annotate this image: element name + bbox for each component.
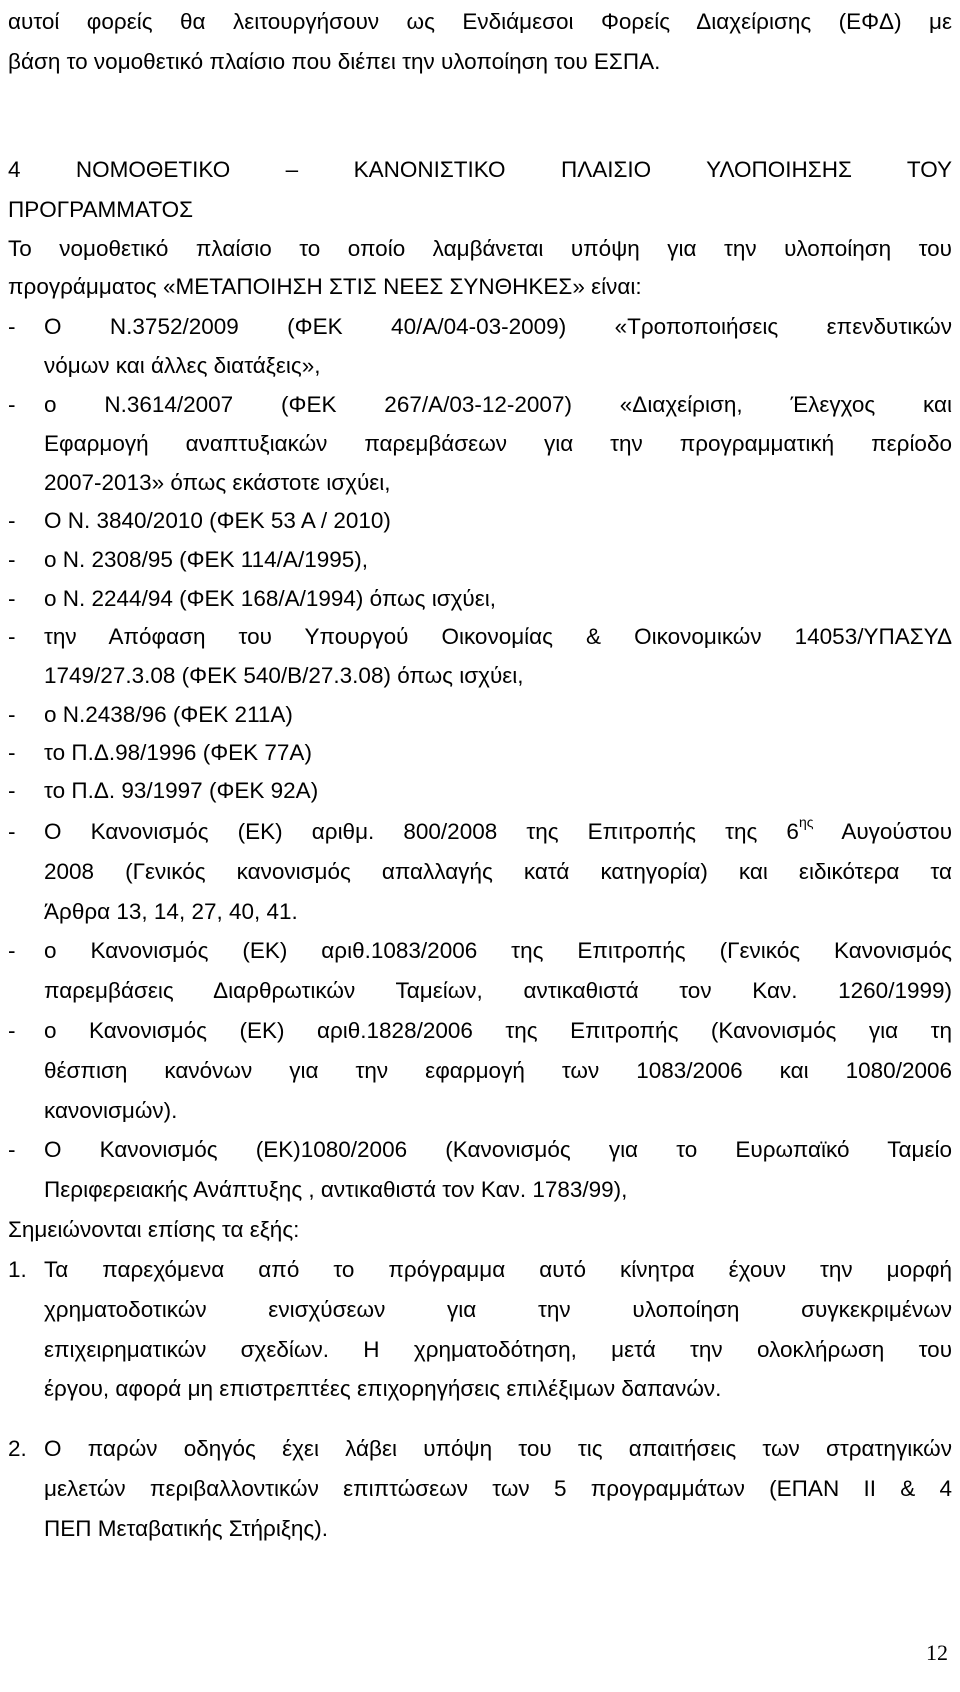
list-dash: - <box>8 624 16 649</box>
lead-paragraph: Το νομοθετικό πλαίσιο το οποίο λαμβάνεται υπόψη για την υλοποίηση του <box>8 236 952 261</box>
list-item: Ο Ν. 3840/2010 (ΦΕΚ 53 Α / 2010) <box>44 508 391 533</box>
list-item <box>44 816 952 848</box>
list-item-cont: νόμων και άλλες διατάξεις», <box>44 353 321 378</box>
list-item-text: Ο Κανονισμός (ΕΚ) αριθμ. 800/2008 της Επιτροπής της 6 <box>44 819 799 844</box>
list-item: ο Ν.3614/2007 (ΦΕΚ 267/Α/03-12-2007) «Διαχείριση, Έλεγχος και <box>44 392 952 417</box>
list-item: Ο Ν.3752/2009 (ΦΕΚ 40/Α/04-03-2009) «Τροποποιήσεις επενδυτικών <box>44 314 952 339</box>
note-item-cont: μελετών περιβαλλοντικών επιπτώσεων των 5 προγραμμάτων (ΕΠΑΝ ΙΙ & 4 <box>44 1476 952 1501</box>
lead-paragraph-cont: προγράμματος «ΜΕΤΑΠΟΙΗΣΗ ΣΤΙΣ ΝΕΕΣ ΣΥΝΘΗΚΕΣ» είναι: <box>8 274 642 299</box>
list-item-cont: Περιφερειακής Ανάπτυξης , αντικαθιστά τον Καν. 1783/99), <box>44 1177 628 1202</box>
list-item-cont: 2007-2013» όπως εκάστοτε ισχύει, <box>44 470 391 495</box>
list-item-cont: Άρθρα 13, 14, 27, 40, 41. <box>44 899 298 924</box>
section-heading-cont: ΠΡΟΓΡΑΜΜΑΤΟΣ <box>8 197 194 222</box>
note-item-cont: επιχειρηματικών σχεδίων. Η χρηματοδότηση, μετά την ολοκλήρωση του <box>44 1337 952 1362</box>
list-item: ο Ν.2438/96 (ΦΕΚ 211Α) <box>44 702 293 727</box>
page-number: 12 <box>926 1640 948 1665</box>
list-item-text: Αυγούστου <box>813 819 952 844</box>
list-dash: - <box>8 586 16 611</box>
note-item-cont: χρηματοδοτικών ενισχύσεων για την υλοποίηση συγκεκριμένων <box>44 1297 952 1322</box>
note-number: 2. <box>8 1436 27 1461</box>
list-item: ο Ν. 2308/95 (ΦΕΚ 114/Α/1995), <box>44 547 368 572</box>
list-item-cont: κανονισμών). <box>44 1098 178 1123</box>
note-item: Ο παρών οδηγός έχει λάβει υπόψη του τις απαιτήσεις των στρατηγικών <box>44 1436 952 1461</box>
list-dash: - <box>8 1018 16 1043</box>
section-heading: 4 ΝΟΜΟΘΕΤΙΚΟ – ΚΑΝΟΝΙΣΤΙΚΟ ΠΛΑΙΣΙΟ ΥΛΟΠΟΙΗΣΗΣ ΤΟΥ <box>8 157 952 182</box>
list-dash: - <box>8 392 16 417</box>
list-item-cont: θέσπιση κανόνων για την εφαρμογή των 1083/2006 και 1080/2006 <box>44 1058 952 1083</box>
list-item: ο Κανονισμός (ΕΚ) αριθ.1828/2006 της Επιτροπής (Κανονισμός για τη <box>44 1018 952 1043</box>
list-item: ο Ν. 2244/94 (ΦΕΚ 168/Α/1994) όπως ισχύει, <box>44 586 496 611</box>
list-item: το Π.Δ. 93/1997 (ΦΕΚ 92Α) <box>44 778 319 803</box>
list-item: Ο Κανονισμός (ΕΚ)1080/2006 (Κανονισμός για το Ευρωπαϊκό Ταμείο <box>44 1137 952 1162</box>
list-item-cont: Εφαρμογή αναπτυξιακών παρεμβάσεων για την προγραμματική περίοδο <box>44 431 952 456</box>
list-item-cont: 1749/27.3.08 (ΦΕΚ 540/Β/27.3.08) όπως ισχύει, <box>44 663 524 688</box>
list-item: την Απόφαση του Υπουργού Οικονομίας & Οικονομικών 14053/ΥΠΑΣΥΔ <box>44 624 952 649</box>
list-dash: - <box>8 938 16 963</box>
list-dash: - <box>8 702 16 727</box>
list-dash: - <box>8 1137 16 1162</box>
note-number: 1. <box>8 1257 27 1282</box>
notes-title: Σημειώνονται επίσης τα εξής: <box>8 1217 300 1242</box>
list-item: το Π.Δ.98/1996 (ΦΕΚ 77Α) <box>44 740 312 765</box>
list-item: ο Κανονισμός (ΕΚ) αριθ.1083/2006 της Επιτροπής (Γενικός Κανονισμός <box>44 938 952 963</box>
note-item-cont: έργου, αφορά μη επιστρεπτέες επιχορηγήσεις επιλέξιμων δαπανών. <box>44 1376 722 1401</box>
list-dash: - <box>8 508 16 533</box>
intro-line-1: αυτοί φορείς θα λειτουργήσουν ως Ενδιάμεσοι Φορείς Διαχείρισης (ΕΦΔ) με <box>8 9 952 34</box>
list-item-cont: παρεμβάσεις Διαρθρωτικών Ταμείων, αντικαθιστά τον Καν. 1260/1999) <box>44 978 952 1003</box>
intro-line-2: βάση το νομοθετικό πλαίσιο που διέπει την υλοποίηση του ΕΣΠΑ. <box>8 49 661 74</box>
list-dash: - <box>8 740 16 765</box>
list-dash: - <box>8 778 16 803</box>
list-dash: - <box>8 819 16 844</box>
list-dash: - <box>8 547 16 572</box>
note-item: Τα παρεχόμενα από το πρόγραμμα αυτό κίνητρα έχουν την μορφή <box>44 1257 952 1282</box>
ordinal-superscript: ης <box>798 814 814 830</box>
list-item-cont: 2008 (Γενικός κανονισμός απαλλαγής κατά κατηγορία) και ειδικότερα τα <box>44 859 952 884</box>
list-dash: - <box>8 314 16 339</box>
note-item-cont: ΠΕΠ Μεταβατικής Στήριξης). <box>44 1516 329 1541</box>
